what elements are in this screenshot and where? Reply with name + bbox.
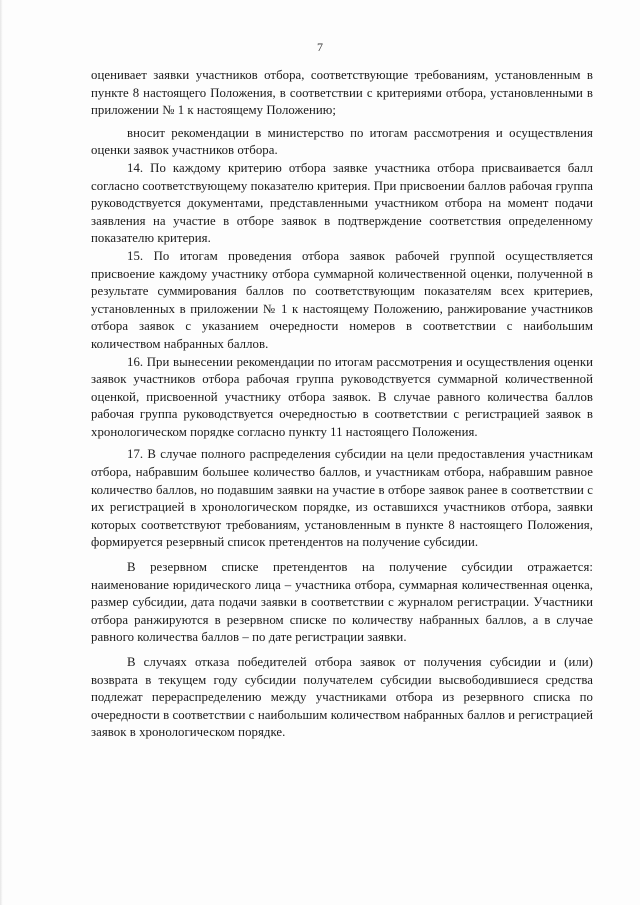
paragraph-15: 15. По итогам проведения отбора заявок рабочей группой осуществляется присвоение каждому участнику отбора суммарной количественной оценки, полученной в результате суммирования баллов по соответствующим показателям всех критериев, установленных в приложении № 1 к настоящему Положению, ранжирование участников отбора заявок с указанием очередности номеров в соответствии с наибольшим количеством набранных баллов. [91, 248, 593, 351]
paragraph-reserve-list: В резервном списке претендентов на получение субсидии отражается: наименование юридического лица – участника отбора, суммарная количественная оценка, размер субсидии, дата подачи заявки в соответствии с журналом регистрации. Участники отбора ранжируются в резервном списке по количеству набранных баллов, а в случае равного количества баллов – по дате регистрации заявки. [91, 560, 593, 645]
paragraph-14: 14. По каждому критерию отбора заявке участника отбора присваивается балл согласно соответствующему показателю критерия. При присвоении баллов рабочая группа руководствуется документами, представленными участником отбора на момент подачи заявления на участие в отборе заявок в подтверждение соответствия определенному показателю критерия. [91, 160, 593, 246]
scan-edge [0, 0, 3, 905]
paragraph-13-item-1: оценивает заявки участников отбора, соответствующие требованиям, установленным в пункте 8 настоящего Положения, в соответствии с критериями отбора, установленными в приложении № 1 к настоящему Положению; [91, 68, 593, 118]
paragraph-16: 16. При вынесении рекомендации по итогам рассмотрения и осуществления оценки заявок участников отбора рабочая группа руководствуется суммарной количественной оценкой, присвоенной участнику отбора заявок. В случае равного количества баллов рабочая группа руководствуется очередностью в соответствии с регистрацией заявок в хронологическом порядке согласно пункту 11 настоящего Положения. [91, 354, 593, 439]
paragraph-17: 17. В случае полного распределения субсидии на цели предоставления участникам отбора, набравшим большее количество баллов, и участникам отбора, набравшим равное количество баллов, но подавшим заявки на участие в отборе заявок ранее в соответствии с их регистрацией в хронологическом порядке, из оставшихся участников отбора, заявки которых соответствуют требованиям, установленным в пункте 8 настоящего Положения, формируется резервный список претендентов на получение субсидии. [91, 447, 593, 550]
page-number: 7 [317, 40, 323, 54]
paragraph-13-item-2: вносит рекомендации в министерство по итогам рассмотрения и осуществления оценки заявок участников отбора. [91, 125, 593, 158]
document-body [91, 67, 593, 742]
paragraph-redistribution: В случаях отказа победителей отбора заявок от получения субсидии и (или) возврата в текущем году субсидии получателем субсидии высвободившиеся средства подлежат перераспределению между участниками отбора из резервного списка по очередности в соответствии с наибольшим количеством набранных баллов и регистрацией заявок в хронологическом порядке. [91, 655, 593, 740]
